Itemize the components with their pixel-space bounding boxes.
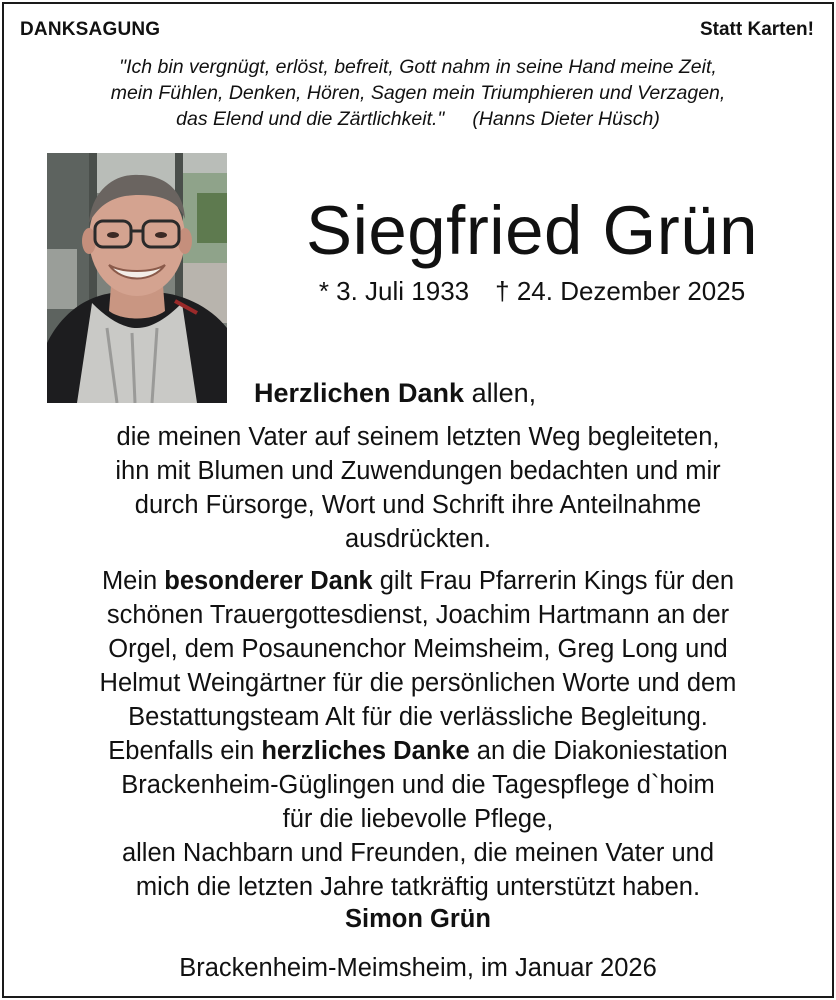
text-line: schönen Trauergottesdienst, Joachim Hartmann an der (106, 601, 730, 629)
portrait-photo (47, 153, 227, 403)
thanks-heading (254, 376, 536, 410)
text-line: ihn mit Blumen und Zuwendungen bedachten und mir (115, 457, 721, 485)
text-line (0, 734, 836, 768)
text-line: allen Nachbarn und Freunden, die meinen Vater und (121, 839, 715, 867)
quote-line: "Ich bin vergnügt, erlöst, befreit, Gott nahm in seine Hand meine Zeit, (119, 56, 717, 78)
quote-author: (Hanns Dieter Hüsch) (472, 108, 660, 130)
life-dates (232, 275, 832, 307)
text-line: Orgel, dem Posaunenchor Meimsheim, Greg Long und (108, 635, 728, 663)
quote-line (0, 106, 836, 132)
text-fragment: an die Diakoniestation (469, 737, 728, 765)
text-fragment: Mein (101, 567, 165, 595)
text-line: Bestattungsteam Alt für die verlässliche Begleitung. (128, 703, 708, 731)
no-cards-note: Statt Karten! (699, 19, 814, 40)
text-line: durch Fürsorge, Wort und Schrift ihre Anteilnahme (134, 491, 702, 519)
text-line: mich die letzten Jahre tatkräftig unterstützt haben. (135, 873, 701, 901)
text-fragment: gilt Frau Pfarrerin Kings für den (372, 567, 735, 595)
thanks-heading-bold: Herzlichen Dank (254, 378, 465, 408)
text-line: die meinen Vater auf seinem letzten Weg begleiteten, (116, 423, 720, 451)
quote-line-text: das Elend und die Zärtlichkeit." (176, 108, 445, 130)
birth-date: * 3. Juli 1933 (318, 276, 470, 306)
text-line: Brackenheim-Güglingen und die Tagespflege d`hoim (121, 771, 715, 799)
text-line: Helmut Weingärtner für die persönlichen Worte und dem (99, 669, 737, 697)
text-fragment: Ebenfalls ein (108, 737, 262, 765)
thanks-body (0, 420, 836, 904)
death-date: † 24. Dezember 2025 (495, 276, 746, 306)
thanks-heading-rest: allen, (464, 378, 537, 408)
quote-line: mein Fühlen, Denken, Hören, Sagen mein Triumphieren und Verzagen, (110, 82, 726, 104)
text-emphasis: besonderer Dank (164, 567, 373, 595)
text-emphasis: herzliches Danke (261, 737, 470, 765)
text-line: ausdrückten. (344, 525, 491, 553)
notice-type-label: DANKSAGUNG (20, 19, 161, 40)
deceased-name: Siegfried Grün (306, 192, 758, 269)
text-line: für die liebevolle Pflege, (282, 805, 554, 833)
text-line (0, 564, 836, 598)
memorial-quote (0, 54, 836, 132)
signature-name: Simon Grün (345, 905, 491, 933)
place-and-date: Brackenheim-Meimsheim, im Januar 2026 (179, 954, 657, 982)
